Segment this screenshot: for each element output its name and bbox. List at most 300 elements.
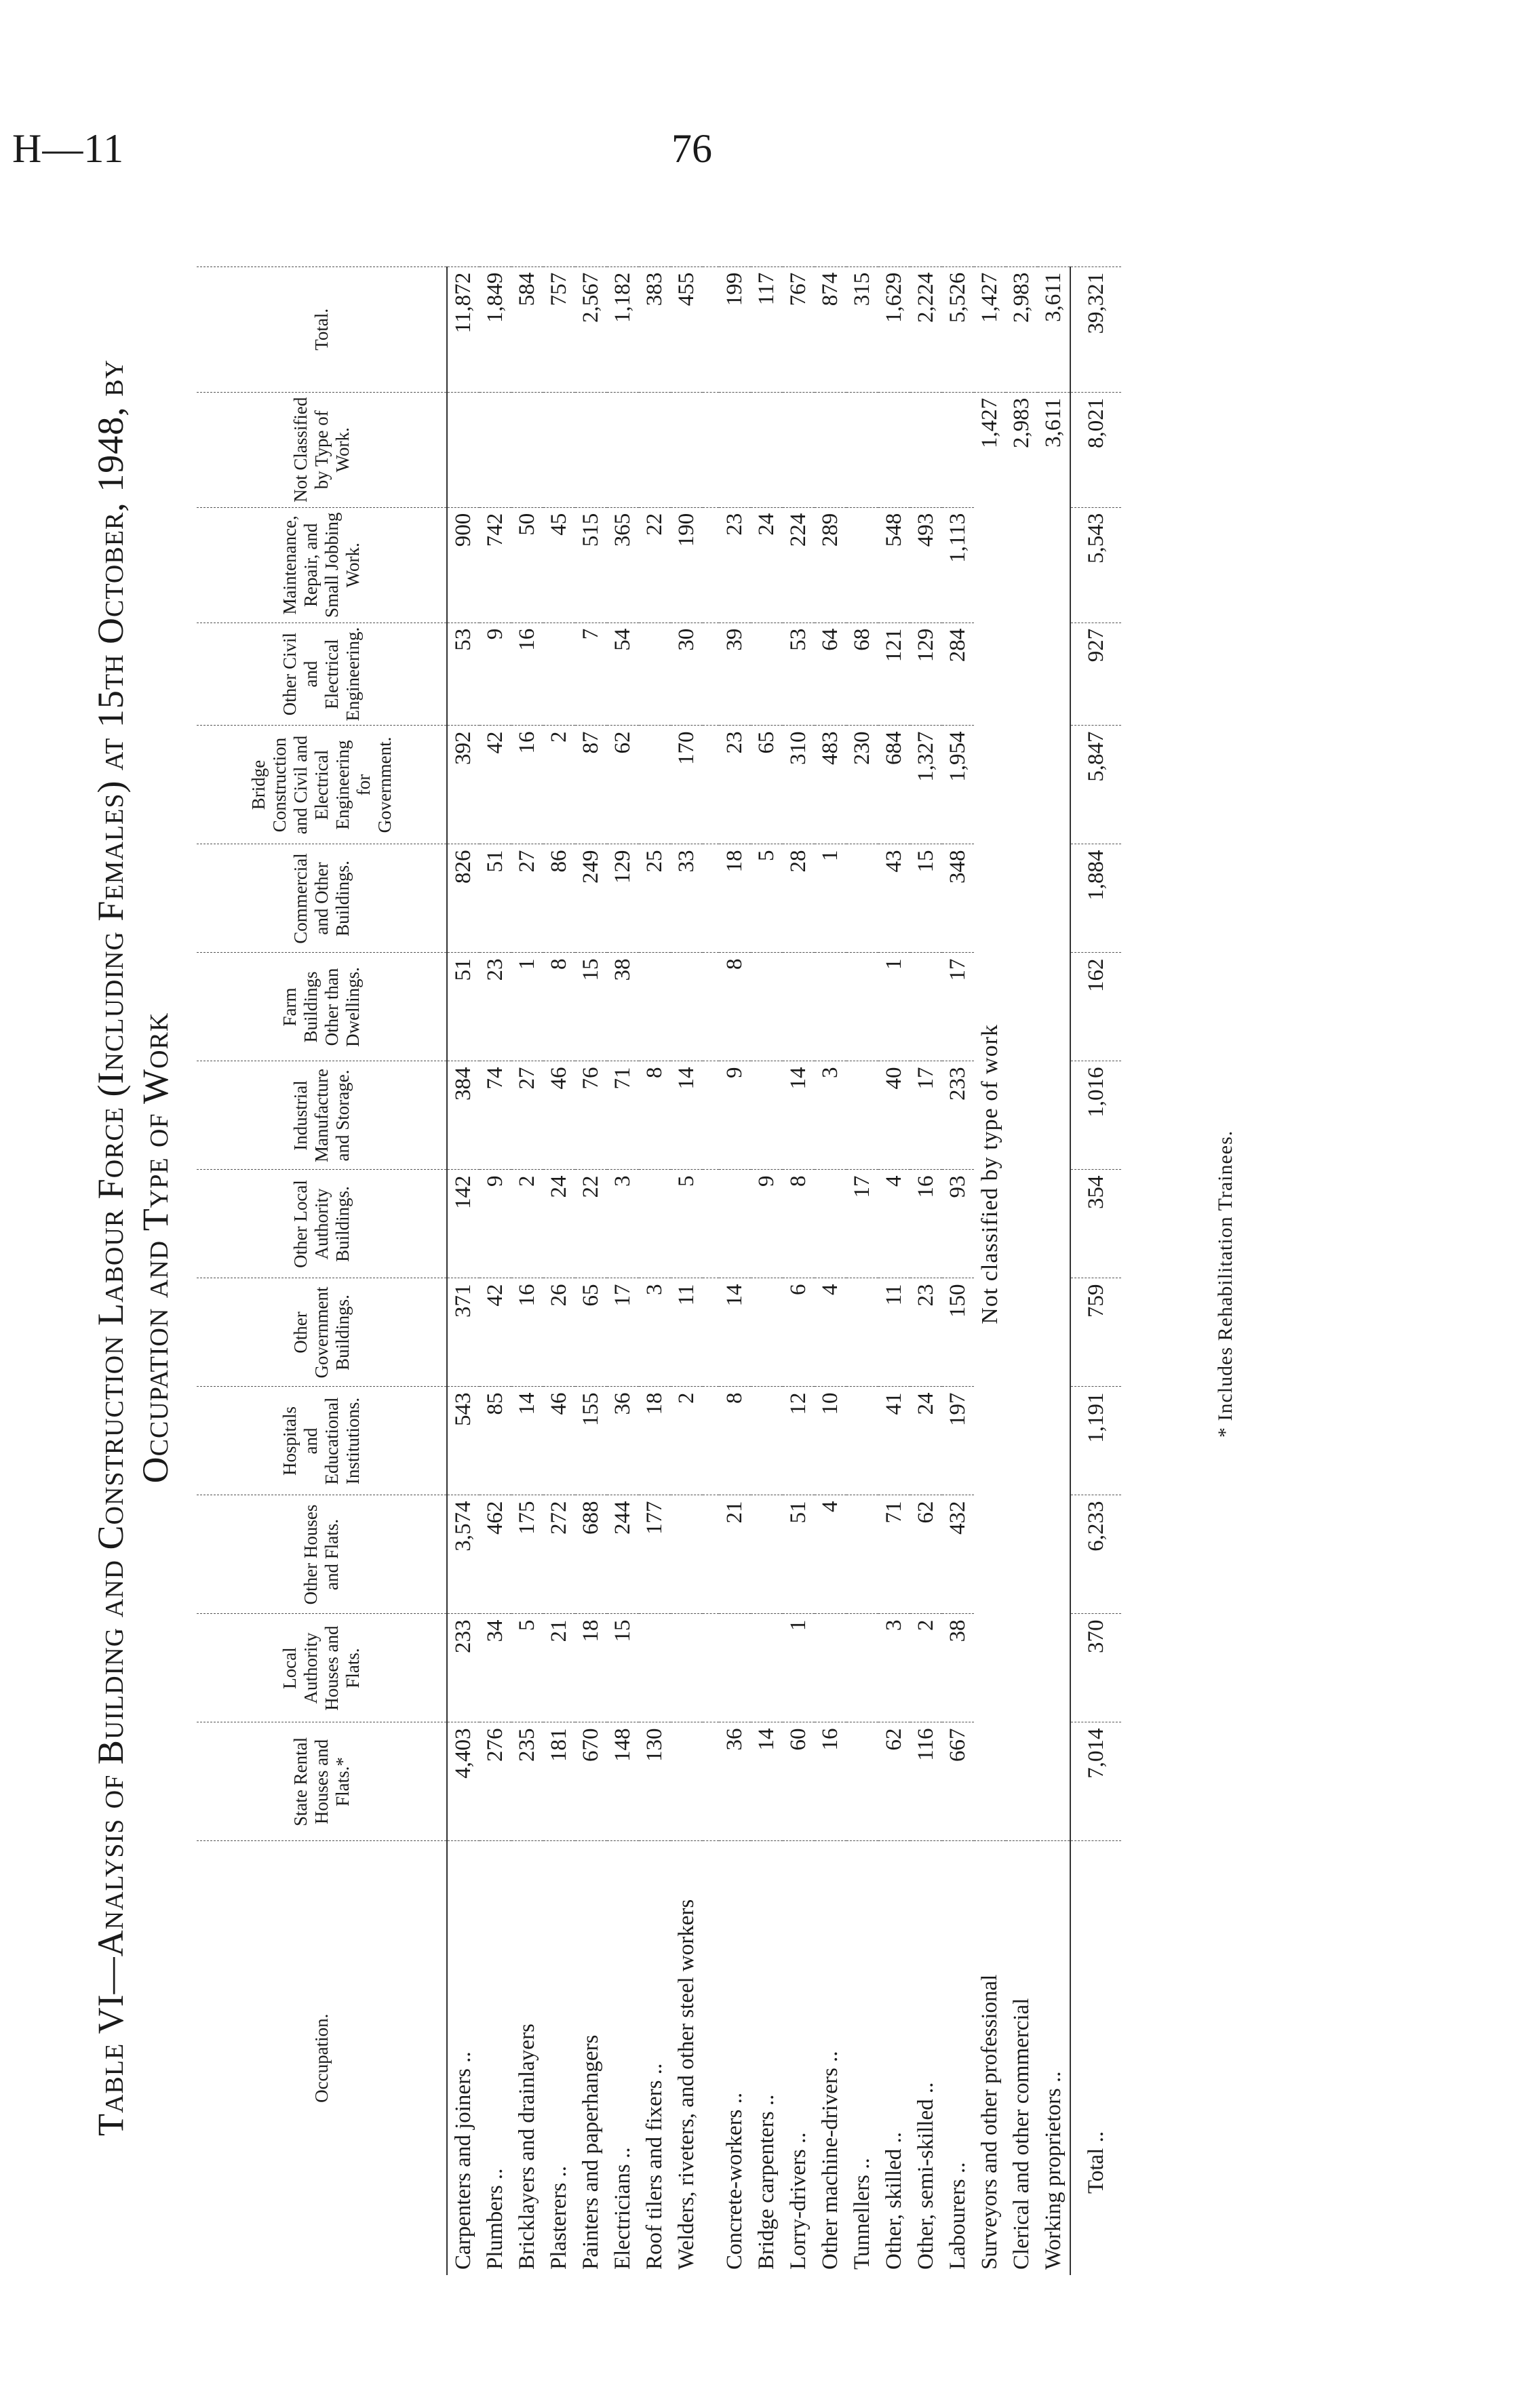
value-cell xyxy=(719,392,751,507)
value-cell: 15 xyxy=(575,953,607,1061)
value-cell xyxy=(639,953,671,1061)
table-row xyxy=(1006,267,1038,2275)
value-cell: 71 xyxy=(878,1495,910,1614)
value-cell: 10 xyxy=(815,1387,846,1495)
column-header-14: Total. xyxy=(197,267,447,392)
value-cell: 38 xyxy=(607,953,639,1061)
rotated-table-block xyxy=(88,203,1282,2292)
value-cell: 23 xyxy=(480,953,511,1061)
value-cell: 17 xyxy=(942,953,974,1061)
value-cell: 9 xyxy=(480,623,511,726)
value-cell xyxy=(480,392,511,507)
value-cell: 54 xyxy=(607,623,639,726)
value-cell: 5,526 xyxy=(942,267,974,392)
value-cell: 272 xyxy=(543,1495,575,1614)
value-cell: 14 xyxy=(511,1387,543,1495)
value-cell: 190 xyxy=(671,507,703,623)
value-cell: 233 xyxy=(942,1061,974,1170)
value-cell: 11 xyxy=(878,1278,910,1387)
value-cell: 60 xyxy=(783,1722,815,1841)
value-cell: 51 xyxy=(480,844,511,953)
value-cell: 365 xyxy=(607,507,639,623)
total-value-cell: 5,543 xyxy=(1070,507,1121,623)
value-cell: 2,224 xyxy=(910,267,942,392)
value-cell: 42 xyxy=(480,726,511,844)
value-cell: 129 xyxy=(910,623,942,726)
value-cell: 8 xyxy=(783,1170,815,1278)
value-cell: 383 xyxy=(639,267,671,392)
value-cell xyxy=(671,1614,703,1722)
value-cell: 1,954 xyxy=(942,726,974,844)
occupation-cell: Electricians .. xyxy=(607,1841,639,2275)
value-cell: 27 xyxy=(511,1061,543,1170)
value-cell: 15 xyxy=(910,844,942,953)
occupation-cell: Bridge carpenters .. xyxy=(751,1841,783,2275)
spacer-cell xyxy=(703,1061,719,1170)
table-row xyxy=(447,267,480,2275)
value-cell: 9 xyxy=(480,1170,511,1278)
value-cell: 28 xyxy=(783,844,815,953)
value-cell: 16 xyxy=(910,1170,942,1278)
value-cell xyxy=(942,392,974,507)
value-cell: 39 xyxy=(719,623,751,726)
table-row xyxy=(878,267,910,2275)
column-header-4: Hospitals and Educational Institutions. xyxy=(197,1387,447,1495)
column-header-13: Not Classified by Type of Work. xyxy=(197,392,447,507)
value-cell: 548 xyxy=(878,507,910,623)
value-cell: 50 xyxy=(511,507,543,623)
value-cell: 41 xyxy=(878,1387,910,1495)
value-cell: 62 xyxy=(878,1722,910,1841)
occupation-cell: Plumbers .. xyxy=(480,1841,511,2275)
value-cell: 116 xyxy=(910,1722,942,1841)
value-cell: 181 xyxy=(543,1722,575,1841)
value-cell: 767 xyxy=(783,267,815,392)
title-line-1: Table VI—Analysis of Building and Construction Labour Force (Including Females) at 15th October, 1948, by xyxy=(90,359,131,2137)
occupation-cell: Bricklayers and drainlayers xyxy=(511,1841,543,2275)
value-cell: 30 xyxy=(671,623,703,726)
total-value-cell: 1,191 xyxy=(1070,1387,1121,1495)
value-cell: 2 xyxy=(543,726,575,844)
table-row xyxy=(815,267,846,2275)
value-cell xyxy=(783,392,815,507)
value-cell: 233 xyxy=(447,1614,480,1722)
value-cell: 150 xyxy=(942,1278,974,1387)
value-cell: 515 xyxy=(575,507,607,623)
column-header-10: Bridge Construction and Civil and Electrical Engineering for Government. xyxy=(197,726,447,844)
value-cell: 462 xyxy=(480,1495,511,1614)
value-cell: 21 xyxy=(719,1495,751,1614)
total-value-cell: 927 xyxy=(1070,623,1121,726)
value-cell: 9 xyxy=(719,1061,751,1170)
value-cell: 1,629 xyxy=(878,267,910,392)
table-row xyxy=(480,267,511,2275)
column-header-6: Other Local Authority Buildings. xyxy=(197,1170,447,1278)
value-cell: 34 xyxy=(480,1614,511,1722)
labour-force-table xyxy=(197,267,1121,2275)
value-cell: 71 xyxy=(607,1061,639,1170)
value-cell xyxy=(846,1061,878,1170)
value-cell: 40 xyxy=(878,1061,910,1170)
value-cell: 9 xyxy=(751,1170,783,1278)
merged-cell xyxy=(1038,507,1070,1841)
value-cell: 900 xyxy=(447,507,480,623)
value-cell: 8 xyxy=(543,953,575,1061)
total-value-cell: 1,884 xyxy=(1070,844,1121,953)
value-cell xyxy=(910,953,942,1061)
value-cell: 4,403 xyxy=(447,1722,480,1841)
value-cell xyxy=(447,392,480,507)
value-cell: 93 xyxy=(942,1170,974,1278)
value-cell: 62 xyxy=(607,726,639,844)
value-cell: 543 xyxy=(447,1387,480,1495)
value-cell xyxy=(846,953,878,1061)
value-cell: 177 xyxy=(639,1495,671,1614)
value-cell: 3,611 xyxy=(1038,267,1070,392)
spacer-cell xyxy=(703,1614,719,1722)
value-cell xyxy=(910,392,942,507)
value-cell xyxy=(783,953,815,1061)
value-cell: 14 xyxy=(671,1061,703,1170)
occupation-cell: Plasterers .. xyxy=(543,1841,575,2275)
value-cell: 249 xyxy=(575,844,607,953)
value-cell xyxy=(575,392,607,507)
table-row xyxy=(607,267,639,2275)
occupation-cell: Other machine-drivers .. xyxy=(815,1841,846,2275)
occupation-cell: Concrete-workers .. xyxy=(719,1841,751,2275)
value-cell: 155 xyxy=(575,1387,607,1495)
value-cell: 1 xyxy=(783,1614,815,1722)
spacer-cell xyxy=(703,623,719,726)
value-cell: 15 xyxy=(607,1614,639,1722)
value-cell: 14 xyxy=(719,1278,751,1387)
value-cell: 23 xyxy=(910,1278,942,1387)
value-cell: 5 xyxy=(751,844,783,953)
total-value-cell: 7,014 xyxy=(1070,1722,1121,1841)
value-cell: 5 xyxy=(671,1170,703,1278)
value-cell xyxy=(719,1614,751,1722)
value-cell xyxy=(846,507,878,623)
value-cell: 3,611 xyxy=(1038,392,1070,507)
spacer-cell xyxy=(703,507,719,623)
value-cell: 64 xyxy=(815,623,846,726)
value-cell xyxy=(511,392,543,507)
value-cell: 2,567 xyxy=(575,267,607,392)
value-cell: 1,427 xyxy=(974,267,1006,392)
value-cell: 53 xyxy=(783,623,815,726)
value-cell xyxy=(751,1495,783,1614)
total-value-cell: 162 xyxy=(1070,953,1121,1061)
value-cell: 62 xyxy=(910,1495,942,1614)
merged-cell xyxy=(1006,507,1038,1841)
value-cell: 2 xyxy=(511,1170,543,1278)
spacer-cell xyxy=(703,1495,719,1614)
column-header-2: Local Authority Houses and Flats. xyxy=(197,1614,447,1722)
value-cell: 36 xyxy=(607,1387,639,1495)
value-cell: 85 xyxy=(480,1387,511,1495)
table-row xyxy=(783,267,815,2275)
value-cell: 1,849 xyxy=(480,267,511,392)
table-row xyxy=(942,267,974,2275)
occupation-cell: Surveyors and other professional xyxy=(974,1841,1006,2275)
occupation-cell: Clerical and other commercial xyxy=(1006,1841,1038,2275)
value-cell: 51 xyxy=(783,1495,815,1614)
value-cell: 757 xyxy=(543,267,575,392)
value-cell: 68 xyxy=(846,623,878,726)
occupation-cell: Carpenters and joiners .. xyxy=(447,1841,480,2275)
spacer-cell xyxy=(703,1722,719,1841)
value-cell: 8 xyxy=(639,1061,671,1170)
value-cell: 1,182 xyxy=(607,267,639,392)
value-cell: 86 xyxy=(543,844,575,953)
spacer-cell xyxy=(703,267,719,392)
value-cell xyxy=(846,1278,878,1387)
value-cell: 130 xyxy=(639,1722,671,1841)
table-title xyxy=(88,203,178,2292)
spacer-cell xyxy=(703,1387,719,1495)
value-cell: 8 xyxy=(719,1387,751,1495)
column-header-1: State Rental Houses and Flats.* xyxy=(197,1722,447,1841)
value-cell: 16 xyxy=(511,1278,543,1387)
value-cell xyxy=(878,392,910,507)
value-cell: 483 xyxy=(815,726,846,844)
value-cell: 5 xyxy=(511,1614,543,1722)
value-cell: 18 xyxy=(575,1614,607,1722)
value-cell: 2 xyxy=(671,1387,703,1495)
not-classified-note: Not classified by type of work xyxy=(977,1024,1002,1324)
value-cell: 2,983 xyxy=(1006,392,1038,507)
occupation-cell: Roof tilers and fixers .. xyxy=(639,1841,671,2275)
value-cell: 65 xyxy=(751,726,783,844)
value-cell xyxy=(671,1722,703,1841)
occupation-cell: Other, skilled .. xyxy=(878,1841,910,2275)
table-row xyxy=(910,267,942,2275)
total-value-cell: 1,016 xyxy=(1070,1061,1121,1170)
value-cell: 4 xyxy=(815,1495,846,1614)
value-cell: 14 xyxy=(783,1061,815,1170)
value-cell: 371 xyxy=(447,1278,480,1387)
value-cell: 584 xyxy=(511,267,543,392)
occupation-cell: Painters and paperhangers xyxy=(575,1841,607,2275)
value-cell: 3,574 xyxy=(447,1495,480,1614)
total-value-cell: 39,321 xyxy=(1070,267,1121,392)
occupation-cell: Welders, riveters, and other steel workers xyxy=(671,1841,703,2275)
value-cell: 1,427 xyxy=(974,392,1006,507)
value-cell xyxy=(815,1614,846,1722)
value-cell xyxy=(846,392,878,507)
value-cell: 284 xyxy=(942,623,974,726)
total-value-cell: 759 xyxy=(1070,1278,1121,1387)
value-cell: 38 xyxy=(942,1614,974,1722)
value-cell xyxy=(639,1170,671,1278)
value-cell: 3 xyxy=(878,1614,910,1722)
total-label: Total .. xyxy=(1070,1841,1121,2275)
value-cell: 24 xyxy=(910,1387,942,1495)
table-row xyxy=(846,267,878,2275)
value-cell: 3 xyxy=(639,1278,671,1387)
value-cell xyxy=(543,623,575,726)
table-row xyxy=(974,267,1006,2275)
header-row xyxy=(197,267,447,2275)
table-row xyxy=(511,267,543,2275)
value-cell: 175 xyxy=(511,1495,543,1614)
value-cell: 117 xyxy=(751,267,783,392)
spacer-cell xyxy=(703,392,719,507)
table-row xyxy=(671,267,703,2275)
value-cell: 493 xyxy=(910,507,942,623)
spacer-cell xyxy=(703,726,719,844)
total-value-cell: 8,021 xyxy=(1070,392,1121,507)
value-cell: 14 xyxy=(751,1722,783,1841)
value-cell: 392 xyxy=(447,726,480,844)
value-cell: 4 xyxy=(815,1278,846,1387)
value-cell xyxy=(719,1170,751,1278)
value-cell: 199 xyxy=(719,267,751,392)
total-value-cell: 6,233 xyxy=(1070,1495,1121,1614)
value-cell xyxy=(846,1387,878,1495)
column-header-7: Industrial Manufacture and Storage. xyxy=(197,1061,447,1170)
value-cell xyxy=(751,1614,783,1722)
value-cell: 76 xyxy=(575,1061,607,1170)
value-cell xyxy=(607,392,639,507)
value-cell: 27 xyxy=(511,844,543,953)
value-cell: 33 xyxy=(671,844,703,953)
value-cell: 148 xyxy=(607,1722,639,1841)
value-cell: 315 xyxy=(846,267,878,392)
value-cell xyxy=(639,623,671,726)
value-cell: 16 xyxy=(511,726,543,844)
value-cell: 142 xyxy=(447,1170,480,1278)
value-cell: 8 xyxy=(719,953,751,1061)
spacer-cell xyxy=(703,1841,719,2275)
value-cell: 170 xyxy=(671,726,703,844)
table-row xyxy=(751,267,783,2275)
value-cell: 45 xyxy=(543,507,575,623)
column-header-9: Commercial and Other Buildings. xyxy=(197,844,447,953)
value-cell: 16 xyxy=(815,1722,846,1841)
column-header-12: Maintenance, Repair, and Small Jobbing Work. xyxy=(197,507,447,623)
value-cell xyxy=(815,392,846,507)
table-row xyxy=(1038,267,1070,2275)
column-header-8: Farm Buildings Other than Dwellings. xyxy=(197,953,447,1061)
value-cell: 197 xyxy=(942,1387,974,1495)
value-cell: 874 xyxy=(815,267,846,392)
value-cell: 36 xyxy=(719,1722,751,1841)
value-cell: 16 xyxy=(511,623,543,726)
occupation-cell: Other, semi-skilled .. xyxy=(910,1841,942,2275)
value-cell: 11 xyxy=(671,1278,703,1387)
occupation-cell: Tunnellers .. xyxy=(846,1841,878,2275)
value-cell xyxy=(671,392,703,507)
value-cell: 24 xyxy=(751,507,783,623)
spacer-cell xyxy=(703,1170,719,1278)
page-number: 76 xyxy=(671,126,712,171)
value-cell: 22 xyxy=(639,507,671,623)
value-cell: 3 xyxy=(607,1170,639,1278)
value-cell: 1 xyxy=(815,844,846,953)
spacer-cell xyxy=(703,844,719,953)
value-cell xyxy=(846,1495,878,1614)
value-cell: 22 xyxy=(575,1170,607,1278)
value-cell: 3 xyxy=(815,1061,846,1170)
total-value-cell: 370 xyxy=(1070,1614,1121,1722)
value-cell xyxy=(846,844,878,953)
occupation-cell: Labourers .. xyxy=(942,1841,974,2275)
value-cell: 244 xyxy=(607,1495,639,1614)
value-cell: 46 xyxy=(543,1061,575,1170)
value-cell: 18 xyxy=(719,844,751,953)
value-cell xyxy=(815,1170,846,1278)
value-cell: 1 xyxy=(878,953,910,1061)
value-cell: 276 xyxy=(480,1722,511,1841)
value-cell: 2 xyxy=(910,1614,942,1722)
value-cell: 26 xyxy=(543,1278,575,1387)
value-cell: 74 xyxy=(480,1061,511,1170)
value-cell: 432 xyxy=(942,1495,974,1614)
table-row xyxy=(639,267,671,2275)
value-cell xyxy=(671,953,703,1061)
value-cell: 129 xyxy=(607,844,639,953)
value-cell: 17 xyxy=(910,1061,942,1170)
value-cell: 688 xyxy=(575,1495,607,1614)
value-cell: 12 xyxy=(783,1387,815,1495)
title-line-2: Occupation and Type of Work xyxy=(135,1012,176,1484)
value-cell: 24 xyxy=(543,1170,575,1278)
column-header-5: Other Government Buildings. xyxy=(197,1278,447,1387)
value-cell: 384 xyxy=(447,1061,480,1170)
value-cell xyxy=(671,1495,703,1614)
column-header-3: Other Houses and Flats. xyxy=(197,1495,447,1614)
total-value-cell: 5,847 xyxy=(1070,726,1121,844)
value-cell: 455 xyxy=(671,267,703,392)
column-header-occupation: Occupation. xyxy=(197,1841,447,2275)
spacer-cell xyxy=(703,953,719,1061)
value-cell: 23 xyxy=(719,726,751,844)
value-cell: 684 xyxy=(878,726,910,844)
value-cell: 7 xyxy=(575,623,607,726)
spacer-cell xyxy=(703,1278,719,1387)
occupation-cell: Lorry-drivers .. xyxy=(783,1841,815,2275)
value-cell: 46 xyxy=(543,1387,575,1495)
value-cell: 235 xyxy=(511,1722,543,1841)
value-cell xyxy=(751,392,783,507)
value-cell: 670 xyxy=(575,1722,607,1841)
table-row xyxy=(575,267,607,2275)
value-cell: 310 xyxy=(783,726,815,844)
value-cell: 667 xyxy=(942,1722,974,1841)
value-cell: 121 xyxy=(878,623,910,726)
value-cell xyxy=(639,726,671,844)
value-cell: 43 xyxy=(878,844,910,953)
value-cell: 742 xyxy=(480,507,511,623)
value-cell: 224 xyxy=(783,507,815,623)
value-cell: 2,983 xyxy=(1006,267,1038,392)
value-cell xyxy=(815,953,846,1061)
page-reference: H—11 xyxy=(12,126,125,171)
value-cell xyxy=(751,1061,783,1170)
value-cell: 11,872 xyxy=(447,267,480,392)
value-cell: 4 xyxy=(878,1170,910,1278)
total-value-cell: 354 xyxy=(1070,1170,1121,1278)
value-cell xyxy=(543,392,575,507)
value-cell: 42 xyxy=(480,1278,511,1387)
value-cell xyxy=(751,623,783,726)
value-cell: 826 xyxy=(447,844,480,953)
value-cell: 18 xyxy=(639,1387,671,1495)
value-cell xyxy=(846,1614,878,1722)
value-cell: 87 xyxy=(575,726,607,844)
value-cell: 289 xyxy=(815,507,846,623)
